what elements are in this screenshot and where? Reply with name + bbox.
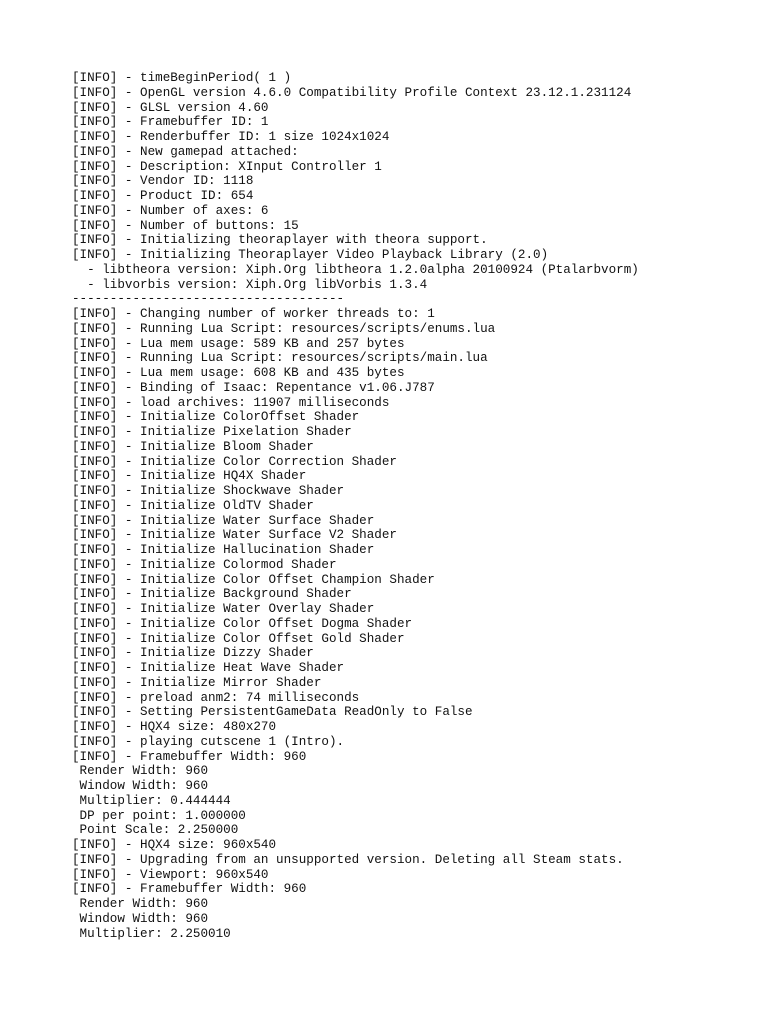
log-line: Multiplier: 2.250010	[72, 926, 231, 941]
log-line: [INFO] - Number of axes: 6	[72, 203, 269, 218]
log-line: [INFO] - HQX4 size: 480x270	[72, 720, 277, 734]
log-line: [INFO] - Changing number of worker threads to: 1	[72, 307, 435, 321]
log-line: [INFO] - Initialize Color Correction Shader	[72, 454, 397, 469]
log-line: [INFO] - Lua mem usage: 608 KB and 435 bytes	[72, 366, 405, 380]
log-line: [INFO] - load archives: 11907 milliseconds	[72, 395, 390, 410]
log-line: [INFO] - Lua mem usage: 589 KB and 257 bytes	[72, 336, 405, 351]
log-line: [INFO] - Number of buttons: 15	[72, 218, 299, 233]
log-line: [INFO] - Framebuffer ID: 1	[72, 115, 269, 130]
log-line: [INFO] - Initialize Shockwave Shader	[72, 484, 345, 498]
log-line: [INFO] - playing cutscene 1 (Intro).	[72, 734, 345, 749]
log-line: Render Width: 960	[72, 897, 209, 911]
log-line: DP per point: 1.000000	[72, 808, 246, 823]
log-line: [INFO] - Initialize Background Shader	[72, 587, 352, 602]
log-output	[72, 71, 762, 941]
log-line: - libvorbis version: Xiph.Org libVorbis 1.3.4	[72, 277, 428, 292]
log-line: [INFO] - Vendor ID: 1118	[72, 174, 254, 189]
log-line: Window Width: 960	[72, 779, 209, 793]
log-line: [INFO] - Initialize Heat Wave Shader	[72, 661, 345, 675]
log-line: [INFO] - Initialize Color Offset Champion Shader	[72, 572, 435, 587]
log-line: Point Scale: 2.250000	[72, 823, 239, 838]
log-line: [INFO] - OpenGL version 4.6.0 Compatibility Profile Context 23.12.1.231124	[72, 85, 632, 100]
log-line: [INFO] - Initialize ColorOffset Shader	[72, 410, 360, 425]
log-line: [INFO] - Upgrading from an unsupported version. Deleting all Steam stats.	[72, 852, 624, 867]
log-line: Window Width: 960	[72, 911, 209, 926]
log-line: [INFO] - Description: XInput Controller 1	[72, 159, 382, 174]
log-line: [INFO] - Initialize Color Offset Gold Shader	[72, 631, 405, 646]
log-line: [INFO] - New gamepad attached:	[72, 144, 299, 159]
log-line: [INFO] - Initialize Water Surface Shader	[72, 513, 375, 528]
log-line: [INFO] - Setting PersistentGameData ReadOnly to False	[72, 705, 473, 720]
log-line: [INFO] - Initialize Water Overlay Shader	[72, 602, 375, 616]
log-line: [INFO] - preload anm2: 74 milliseconds	[72, 690, 360, 705]
log-line: [INFO] - GLSL version 4.60	[72, 100, 269, 115]
log-line: [INFO] - Initialize Pixelation Shader	[72, 425, 352, 439]
log-line: [INFO] - Viewport: 960x540	[72, 867, 269, 882]
log-line: [INFO] - Initialize Bloom Shader	[72, 439, 314, 454]
log-line: [INFO] - Initialize Water Surface V2 Shader	[72, 528, 397, 543]
log-line: [INFO] - Product ID: 654	[72, 189, 254, 203]
log-line: [INFO] - Initialize Hallucination Shader	[72, 543, 375, 557]
log-line: [INFO] - Initializing theoraplayer with theora support.	[72, 233, 488, 248]
log-line: [INFO] - Initialize HQ4X Shader	[72, 469, 307, 484]
log-line: [INFO] - Running Lua Script: resources/scripts/enums.lua	[72, 321, 496, 336]
log-line: [INFO] - Initialize OldTV Shader	[72, 498, 314, 513]
log-line: [INFO] - HQX4 size: 960x540	[72, 838, 277, 852]
log-line: [INFO] - Running Lua Script: resources/scripts/main.lua	[72, 351, 488, 366]
log-line: Render Width: 960	[72, 764, 209, 779]
log-line: [INFO] - Binding of Isaac: Repentance v1.06.J787	[72, 380, 435, 395]
log-line: [INFO] - Framebuffer Width: 960	[72, 749, 307, 764]
log-line: - libtheora version: Xiph.Org libtheora 1.2.0alpha 20100924 (Ptalarbvorm)	[72, 262, 639, 277]
log-line: [INFO] - Initializing Theoraplayer Video Playback Library (2.0)	[72, 248, 549, 262]
log-line: [INFO] - Initialize Colormod Shader	[72, 557, 337, 572]
log-line: [INFO] - Renderbuffer ID: 1 size 1024x1024	[72, 130, 390, 144]
log-line: [INFO] - timeBeginPeriod( 1 )	[72, 71, 292, 85]
log-line: [INFO] - Framebuffer Width: 960	[72, 882, 307, 897]
log-line: [INFO] - Initialize Mirror Shader	[72, 675, 322, 690]
log-line: [INFO] - Initialize Color Offset Dogma Shader	[72, 616, 413, 631]
log-line: [INFO] - Initialize Dizzy Shader	[72, 646, 314, 661]
log-line: Multiplier: 0.444444	[72, 793, 231, 808]
log-line: ------------------------------------	[72, 292, 345, 307]
